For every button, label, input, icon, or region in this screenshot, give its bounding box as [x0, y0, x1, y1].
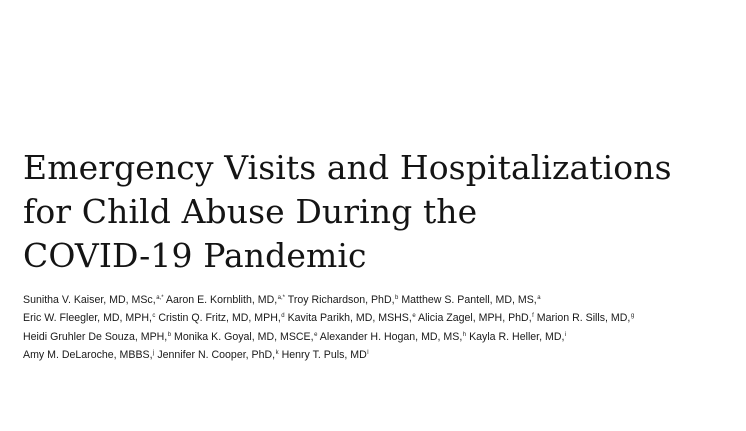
affiliation-marker: b — [167, 331, 172, 338]
author-name: Troy Richardson, PhD,$^b$ — [287, 294, 399, 306]
author-name: Alicia Zagel, MPH, PhD,$^f$ — [418, 312, 534, 325]
author-line — [23, 291, 741, 309]
author-line — [23, 309, 741, 327]
author-line — [23, 346, 741, 364]
affiliation-marker: g — [630, 313, 635, 320]
author-name: Henry T. Puls, $MD^l$ — [281, 348, 369, 361]
affiliation-marker: a — [537, 295, 541, 301]
title-line-2: for Child Abuse During the — [23, 192, 478, 231]
author-list — [23, 291, 741, 364]
author-name: Aaron E. Kornblith, MD,$^{a,*}$ — [165, 294, 286, 306]
affiliation-marker: e — [412, 313, 416, 320]
affiliation-marker: f — [532, 313, 534, 320]
affiliation-marker: d — [281, 313, 285, 320]
title-line-1: Emergency Visits and Hospitalizations — [23, 148, 672, 187]
author-name: Matthew S. Pantell, MD, MS,$^a$ — [401, 294, 541, 306]
author-name: Heidi Gruhler De Souza, MPH,$^b$ — [23, 330, 172, 343]
author-name: Jennifer N. Cooper, PhD,$^k$ — [157, 348, 279, 361]
article-title — [23, 146, 738, 278]
author-line — [23, 328, 741, 346]
author-name: Eric W. Fleegler, MD, MPH,$^c$ — [23, 312, 156, 325]
affiliation-marker: a,* — [277, 295, 286, 301]
author-name: Alexander H. Hogan, MD, MS,$^h$ — [319, 330, 467, 343]
affiliation-marker: e — [314, 331, 318, 338]
affiliation-marker: b — [395, 295, 399, 301]
author-name: Kavita Parikh, MD, MSHS,$^e$ — [287, 312, 416, 325]
affiliation-marker: k — [275, 349, 279, 356]
author-name: Monika K. Goyal, MD, MSCE,$^e$ — [174, 330, 318, 343]
author-name: Kayla R. Heller, MD,$^i$ — [469, 330, 567, 343]
author-name: Cristin Q. Fritz, MD, MPH,$^d$ — [158, 312, 285, 325]
author-name: Sunitha V. Kaiser, MD, MSc,$^{a,*}$ — [23, 294, 164, 306]
affiliation-marker: a,* — [156, 295, 164, 301]
affiliation-marker: i — [564, 331, 567, 338]
author-name: Marion R. Sills, MD,$^g$ — [536, 312, 635, 325]
author-name: Amy M. DeLaroche, MBBS,$^j$ — [23, 348, 155, 361]
affiliation-marker: j — [153, 349, 155, 356]
title-line-3: COVID-19 Pandemic — [23, 236, 367, 275]
affiliation-marker: h — [462, 331, 467, 338]
affiliation-marker: c — [152, 313, 156, 320]
affiliation-marker: l — [367, 349, 369, 356]
